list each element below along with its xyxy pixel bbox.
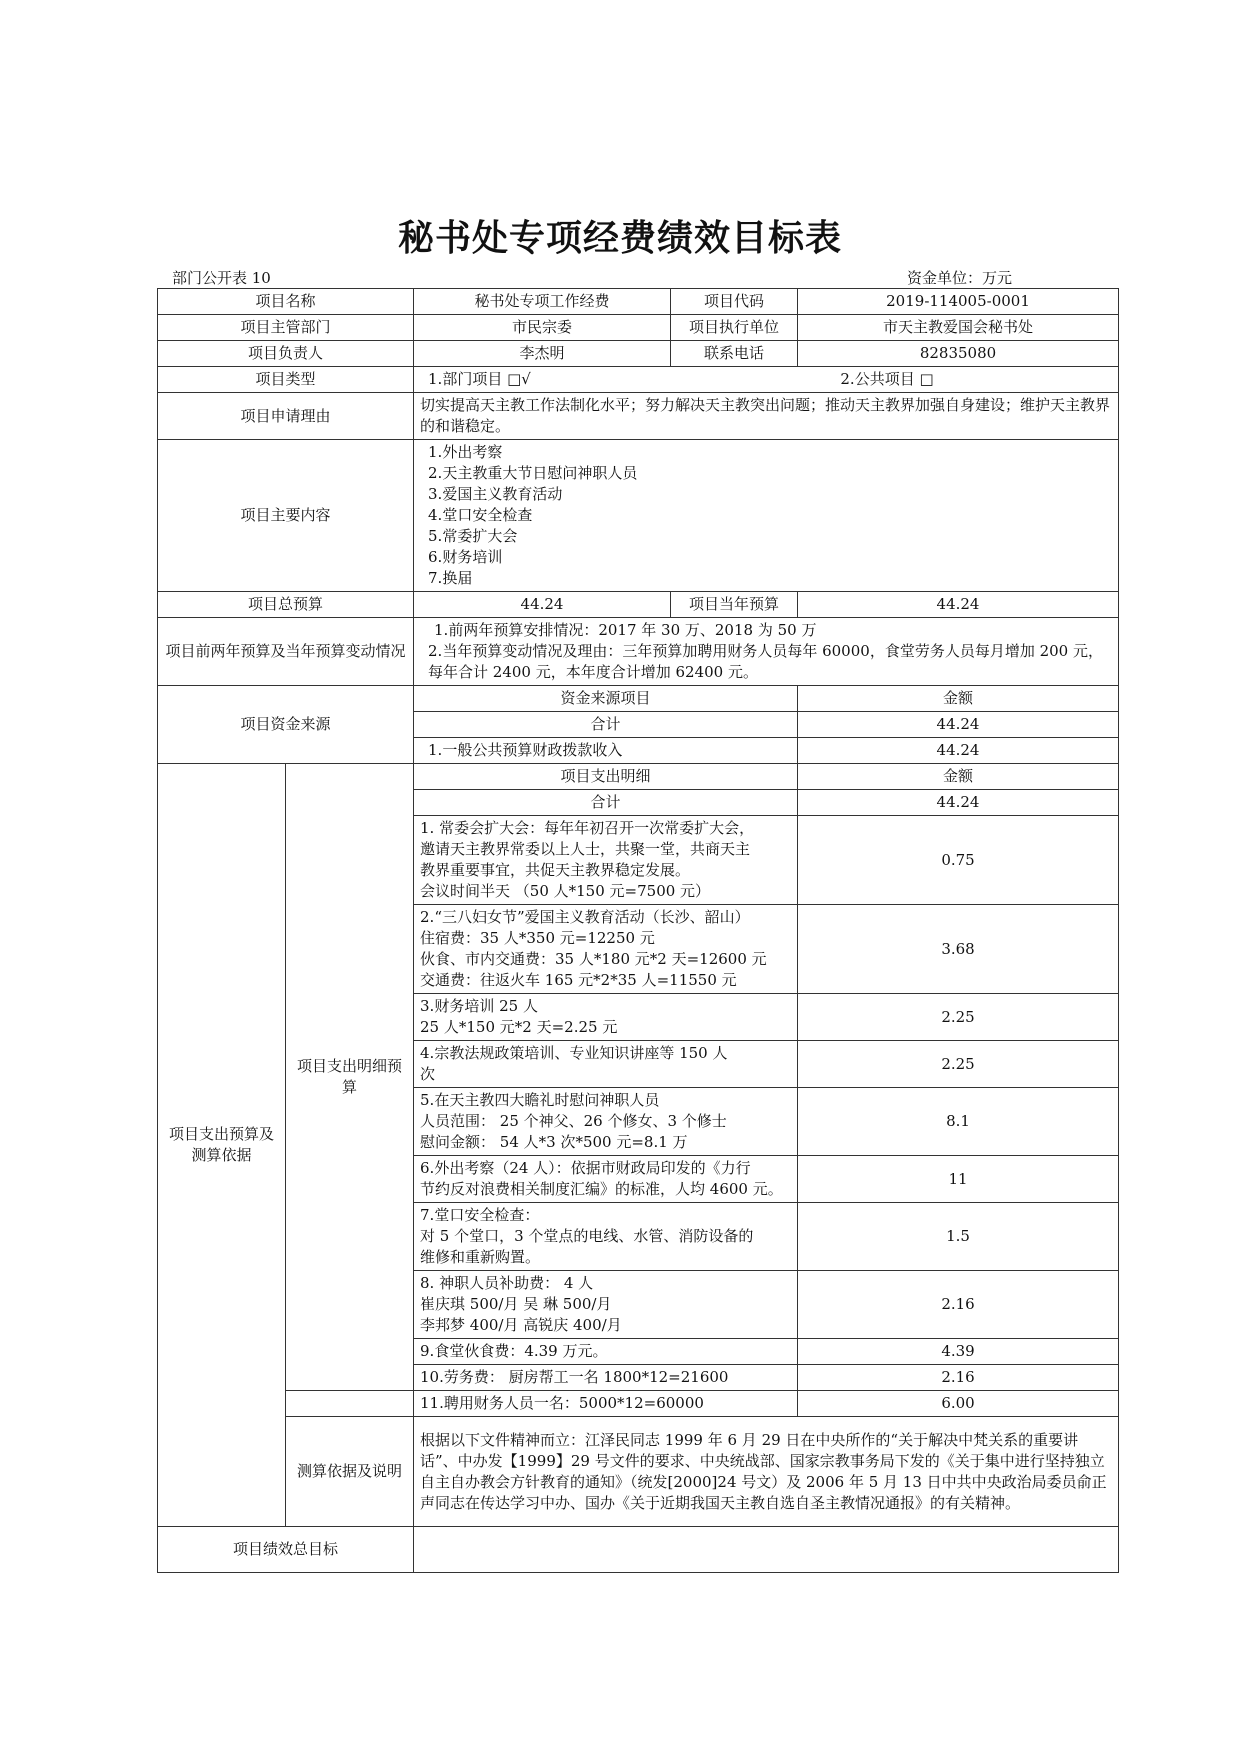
total-budget-label: 项目总预算	[158, 592, 414, 618]
expenditure-item-amount: 6.00	[798, 1391, 1119, 1417]
project-code-label: 项目代码	[671, 289, 798, 315]
expenditure-item-desc	[414, 1088, 798, 1156]
desc-line: 4.宗教法规政策培训、专业知识讲座等 150 人	[420, 1044, 728, 1062]
expenditure-total-label: 合计	[414, 790, 798, 816]
dept-label: 项目主管部门	[158, 315, 414, 341]
expenditure-item-row	[158, 1391, 1119, 1417]
desc-line: 维修和重新购置。	[420, 1248, 541, 1266]
budget-change-item: 2.当年预算变动情况及理由：三年预算加聘用财务人员每年 60000，食堂劳务人员每月增加 200 元，每年合计 2400 元，本年度合计增加 62400 元。	[428, 642, 1103, 681]
type-options	[414, 367, 1119, 393]
desc-line: 7.堂口安全检查：	[420, 1206, 540, 1224]
desc-line: 9.食堂伙食费：4.39 万元。	[420, 1342, 608, 1360]
desc-line: 3.财务培训 25 人	[420, 997, 538, 1015]
source-1-value: 44.24	[798, 738, 1119, 764]
owner-label: 项目负责人	[158, 341, 414, 367]
row-content	[158, 440, 1119, 592]
desc-line: 节约反对浪费相关制度汇编》的标准，人均 4600 元。	[420, 1180, 783, 1198]
desc-line: 交通费：往返火车 165 元*2*35 人=11550 元	[420, 971, 737, 989]
type-option-department: 1.部门项目 □√	[428, 370, 531, 388]
budget-change-value	[414, 618, 1119, 686]
content-label: 项目主要内容	[158, 440, 414, 592]
expenditure-detail-label: 项目支出明细预算	[286, 764, 414, 1391]
exec-unit-label: 项目执行单位	[671, 315, 798, 341]
total-budget-value: 44.24	[414, 592, 671, 618]
row-reason	[158, 393, 1119, 440]
desc-line: 李邦梦 400/月 高锐庆 400/月	[420, 1316, 622, 1334]
row-budget-change	[158, 618, 1119, 686]
desc-line: 人员范围： 25 个神父、26 个修女、3 个修士	[420, 1112, 727, 1130]
row-goal	[158, 1527, 1119, 1573]
project-code-value: 2019-114005-0001	[798, 289, 1119, 315]
expenditure-item-desc	[414, 1339, 798, 1365]
desc-line: 8. 神职人员补助费： 4 人	[420, 1274, 594, 1292]
desc-line: 住宿费：35 人*350 元=12250 元	[420, 929, 655, 947]
expenditure-total-value: 44.24	[798, 790, 1119, 816]
expenditure-item-amount: 2.25	[798, 994, 1119, 1041]
expenditure-item-desc	[414, 1156, 798, 1203]
content-list	[414, 440, 1119, 592]
row-type	[158, 367, 1119, 393]
basis-label: 测算依据及说明	[286, 1417, 414, 1527]
desc-line: 教界重要事宜，共促天主教界稳定发展。	[420, 861, 691, 879]
expenditure-amount-header: 金额	[798, 764, 1119, 790]
empty-cell	[286, 1391, 414, 1417]
expenditure-outer-label: 项目支出预算及测算依据	[158, 764, 286, 1527]
content-item: 4.堂口安全检查	[428, 506, 533, 524]
source-1-label: 1.一般公共预算财政拨款收入	[414, 738, 798, 764]
dept-value: 市民宗委	[414, 315, 671, 341]
expenditure-item-amount: 2.25	[798, 1041, 1119, 1088]
expenditure-item-amount: 0.75	[798, 816, 1119, 905]
content-item: 1.外出考察	[428, 443, 503, 461]
phone-value: 82835080	[798, 341, 1119, 367]
project-name-value: 秘书处专项工作经费	[414, 289, 671, 315]
content-item: 6.财务培训	[428, 548, 503, 566]
desc-line: 5.在天主教四大瞻礼时慰问神职人员	[420, 1091, 660, 1109]
expenditure-item-amount: 2.16	[798, 1365, 1119, 1391]
content-item: 5.常委扩大会	[428, 527, 518, 545]
desc-line: 2.“三八妇女节”爱国主义教育活动（长沙、韶山）	[420, 908, 750, 926]
desc-line: 25 人*150 元*2 天=2.25 元	[420, 1018, 618, 1036]
currency-unit: 资金单位：万元	[906, 269, 1012, 287]
expenditure-item-amount: 3.68	[798, 905, 1119, 994]
reason-label: 项目申请理由	[158, 393, 414, 440]
expenditure-item-desc	[414, 905, 798, 994]
owner-value: 李杰明	[414, 341, 671, 367]
project-name-label: 项目名称	[158, 289, 414, 315]
year-budget-value: 44.24	[798, 592, 1119, 618]
year-budget-label: 项目当年预算	[671, 592, 798, 618]
basis-text: 根据以下文件精神而立：江泽民同志 1999 年 6 月 29 日在中央所作的“关于解决中梵关系的重要讲话”、中办发【1999】29 号文件的要求、中央统战部、国家宗教事务局下发的《关于集中进行坚持独立自主自办教会方针教育的通知》（统发[2000]24 号文）及 2006 年 5 月 13 日中共中央政治局委员俞正声同志在传达学习中办、国办《关于近期我国天主教自选自圣主教情况通报》的有关精神。	[414, 1417, 1119, 1527]
expenditure-item-desc	[414, 1365, 798, 1391]
source-total-value: 44.24	[798, 712, 1119, 738]
expenditure-detail-header: 项目支出明细	[414, 764, 798, 790]
desc-line: 邀请天主教界常委以上人士，共聚一堂，共商天主	[420, 840, 751, 858]
phone-label: 联系电话	[671, 341, 798, 367]
row-budget	[158, 592, 1119, 618]
row-owner	[158, 341, 1119, 367]
source-amount-header: 金额	[798, 686, 1119, 712]
desc-line: 对 5 个堂口，3 个堂点的电线、水管、消防设备的	[420, 1227, 754, 1245]
content-item: 3.爱国主义教育活动	[428, 485, 563, 503]
expenditure-item-amount: 4.39	[798, 1339, 1119, 1365]
expenditure-item-desc	[414, 1041, 798, 1088]
expenditure-item-desc	[414, 994, 798, 1041]
table-number: 部门公开表 10	[172, 269, 271, 287]
performance-target-table	[157, 288, 1119, 1573]
expenditure-item-desc	[414, 816, 798, 905]
type-label: 项目类型	[158, 367, 414, 393]
content-item: 7.换届	[428, 569, 473, 587]
goal-value	[414, 1527, 1119, 1573]
type-option-public: 2.公共项目 □	[840, 370, 934, 388]
desc-line: 慰问金额： 54 人*3 次*500 元=8.1 万	[420, 1133, 688, 1151]
content-item: 2.天主教重大节日慰问神职人员	[428, 464, 638, 482]
budget-change-item: 1.前两年预算安排情况：2017 年 30 万、2018 为 50 万	[434, 621, 817, 639]
desc-line: 11.聘用财务人员一名：5000*12=60000	[420, 1394, 704, 1412]
reason-value: 切实提高天主教工作法制化水平；努力解决天主教突出问题；推动天主教界加强自身建设；维护天主教界的和谐稳定。	[414, 393, 1119, 440]
expenditure-item-amount: 1.5	[798, 1203, 1119, 1271]
row-project-name	[158, 289, 1119, 315]
desc-line: 伙食、市内交通费：35 人*180 元*2 天=12600 元	[420, 950, 767, 968]
desc-line: 会议时间半天 （50 人*150 元=7500 元）	[420, 882, 711, 900]
budget-change-label: 项目前两年预算及当年预算变动情况	[158, 618, 414, 686]
expenditure-item-amount: 2.16	[798, 1271, 1119, 1339]
desc-line: 10.劳务费： 厨房帮工一名 1800*12=21600	[420, 1368, 729, 1386]
expenditure-item-desc	[414, 1271, 798, 1339]
exec-unit-value: 市天主教爱国会秘书处	[798, 315, 1119, 341]
row-source-header	[158, 686, 1119, 712]
row-dept	[158, 315, 1119, 341]
source-label: 项目资金来源	[158, 686, 414, 764]
expenditure-item-amount: 11	[798, 1156, 1119, 1203]
source-total-label: 合计	[414, 712, 798, 738]
goal-label: 项目绩效总目标	[158, 1527, 414, 1573]
expenditure-item-desc	[414, 1391, 798, 1417]
desc-line: 崔庆琪 500/月 吴 琳 500/月	[420, 1295, 612, 1313]
desc-line: 1. 常委会扩大会：每年年初召开一次常委扩大会，	[420, 819, 755, 837]
source-header: 资金来源项目	[414, 686, 798, 712]
row-expenditure-header	[158, 764, 1119, 790]
expenditure-item-amount: 8.1	[798, 1088, 1119, 1156]
desc-line: 6.外出考察（24 人）：依据市财政局印发的《力行	[420, 1159, 751, 1177]
desc-line: 次	[420, 1065, 436, 1083]
document-title: 秘书处专项经费绩效目标表	[397, 217, 842, 259]
row-basis	[158, 1417, 1119, 1527]
expenditure-item-desc	[414, 1203, 798, 1271]
